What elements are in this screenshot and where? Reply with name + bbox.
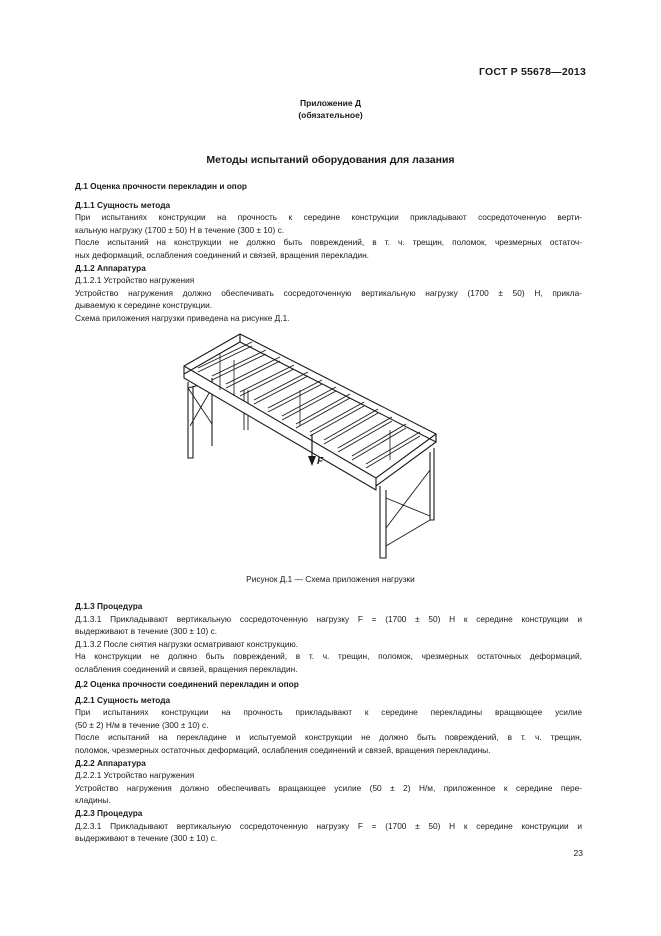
appendix-title: Приложение Д bbox=[299, 98, 362, 108]
paragraph-line: Д.1.3.2 После снятия нагрузки осматривают конструкцию. bbox=[75, 638, 298, 649]
paragraph-line: На конструкции не должно быть повреждений, в т. ч. трещин, поломок, чрезмерных остаточных деформаций, bbox=[75, 651, 582, 662]
section-d1 bbox=[75, 180, 582, 325]
appendix-subtitle: (обязательное) bbox=[298, 110, 363, 120]
section-heading: Д.1 Оценка прочности перекладин и опор bbox=[75, 181, 247, 191]
paragraph-line: (50 ± 2) Н/м в течение (300 ± 10) с. bbox=[75, 719, 209, 730]
paragraph-line: поломок, чрезмерных остаточных деформаций, ослабления соединений и связей, вращения перекладины. bbox=[75, 744, 491, 755]
brace-right bbox=[386, 470, 430, 528]
brace-left bbox=[188, 388, 212, 426]
leg-right-front bbox=[380, 486, 386, 558]
subsection-heading: Д.1.3 Процедура bbox=[75, 601, 143, 611]
paragraph-line: Схема приложения нагрузки приведена на рисунке Д.1. bbox=[75, 312, 290, 323]
force-label: F bbox=[317, 456, 324, 467]
paragraph-line: После испытаний на конструкции не должно быть повреждений, в т. ч. трещин, поломок, чрезмерных остаточ- bbox=[75, 237, 582, 248]
subsection-heading: Д.2.1 Сущность метода bbox=[75, 694, 171, 705]
standard-number: ГОСТ Р 55678—2013 bbox=[478, 66, 586, 78]
paragraph-line: кальную нагрузку (1700 ± 50) Н в течение (300 ± 10) с. bbox=[75, 224, 285, 235]
figure-caption: Рисунок Д.1 — Схема приложения нагрузки bbox=[246, 574, 415, 584]
page-title: Методы испытаний оборудования для лазания bbox=[206, 154, 455, 166]
paragraph-line: кладины. bbox=[75, 795, 111, 806]
subsection-heading: Д.1.2 Аппаратура bbox=[75, 262, 146, 273]
subsection-heading: Д.2.2 Аппаратура bbox=[75, 757, 146, 768]
paragraph-line: После испытаний на перекладине и испытуемой конструкции не должно быть повреждений, в т. ч. трещин, bbox=[75, 732, 582, 743]
paragraph-line: дываемую к середине конструкции. bbox=[75, 300, 213, 311]
subsection-heading: Д.2.3 Процедура bbox=[75, 807, 143, 818]
paragraph-line: выдерживают в течение (300 ± 10) с. bbox=[75, 626, 218, 637]
figure-climbing-frame bbox=[180, 330, 450, 570]
section-heading: Д.2 Оценка прочности соединений перекладин и опор bbox=[75, 679, 299, 689]
paragraph-line: ных деформаций, ослабления соединений и связей, вращения перекладин. bbox=[75, 249, 369, 260]
section-d13 bbox=[75, 600, 582, 676]
paragraph-line: Д.2.3.1 Прикладывают вертикальную сосредоточенную нагрузку F = (1700 ± 50) Н к середине конструкции и bbox=[75, 820, 582, 831]
end-cross-left bbox=[184, 334, 240, 374]
paragraph-line: Устройство нагружения должно обеспечивать сосредоточенную вертикальную нагрузку (1700 ± 50) Н, прикла- bbox=[75, 287, 582, 298]
paragraph-line: выдерживают в течение (300 ± 10) с. bbox=[75, 833, 218, 844]
end-cross-right bbox=[376, 434, 436, 486]
leg-left-front bbox=[188, 382, 193, 458]
paragraph-line: Д.1.3.1 Прикладывают вертикальную сосредоточенную нагрузку F = (1700 ± 50) Н к середине конструкции и bbox=[75, 613, 582, 624]
paragraph-line: Д.2.2.1 Устройство нагружения bbox=[75, 770, 195, 781]
subsection-heading: Д.1.1 Сущность метода bbox=[75, 199, 171, 210]
section-d2 bbox=[75, 678, 582, 845]
front-rail bbox=[184, 366, 376, 490]
leg-right-rear bbox=[430, 448, 434, 520]
paragraph-line: При испытаниях конструкции на прочность к середине конструкции прикладывают сосредоточенную верти- bbox=[75, 212, 582, 223]
paragraph-line: При испытаниях конструкции на прочность прикладывают к середине перекладины вращающее усилие bbox=[75, 707, 582, 718]
page-number: 23 bbox=[573, 848, 583, 858]
paragraph-line: Устройство нагружения должно обеспечивать вращающее усилие (50 ± 2) Н/м, приложенное к середине пере- bbox=[75, 782, 582, 793]
paragraph-line: Д.1.2.1 Устройство нагружения bbox=[75, 275, 195, 286]
paragraph-line: ослабления соединений и связей, вращения перекладин. bbox=[75, 663, 298, 674]
